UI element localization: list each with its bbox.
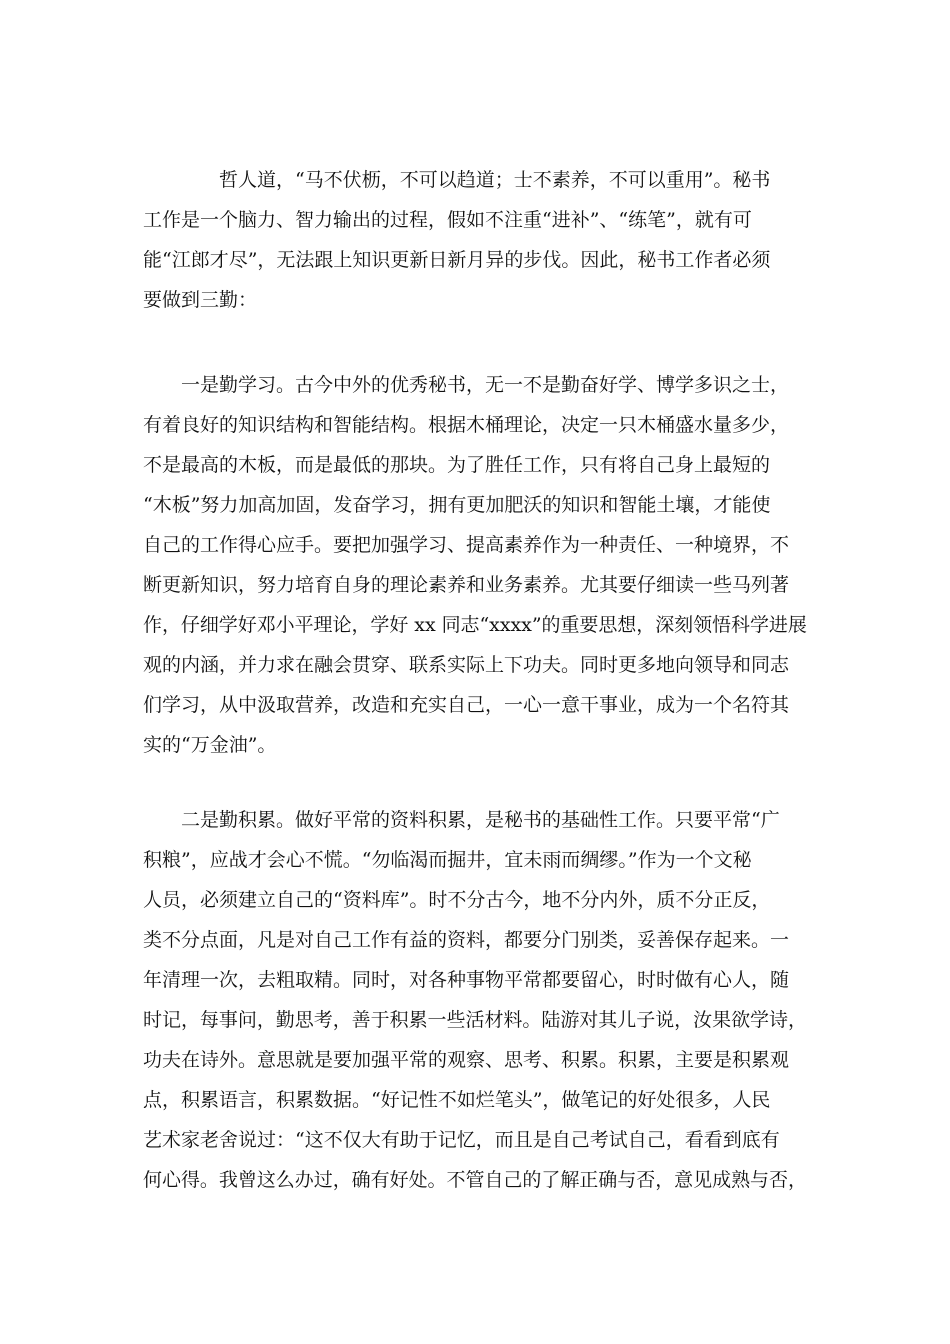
text-line: 功夫在诗外。意思就是要加强平常的观察、思考、积累。积累，主要是积累观: [143, 1049, 790, 1071]
text-line: 能“江郎才尽”，无法跟上知识更新日新月异的步伐。因此，秘书工作者必须: [143, 249, 771, 271]
text-line: 工作是一个脑力、智力输出的过程，假如不注重“进补”、“练笔”，就有可: [143, 209, 752, 231]
text-line: 积粮”，应战才会心不慌。“勿临渴而掘井，宜未雨而绸缪。”作为一个文秘: [143, 849, 752, 871]
paragraph-study: [143, 365, 807, 765]
text-line: 人员，必须建立自己的“资料库”。时不分古今，地不分内外，质不分正反，: [143, 889, 771, 911]
text-line: 断更新知识，努力培育自身的理论素养和业务素养。尤其要仔细读一些马列著: [143, 574, 790, 596]
text-line: 二是勤积累。做好平常的资料积累，是秘书的基础性工作。只要平常“广: [181, 809, 780, 831]
text-line: 要做到三勤：: [143, 289, 258, 311]
text-line: 年清理一次，去粗取精。同时，对各种事物平常都要留心，时时做有心人，随: [143, 969, 790, 991]
text-line: 一是勤学习。古今中外的优秀秘书，无一不是勤奋好学、博学多识之士，: [181, 374, 790, 396]
text-line: 点，积累语言，积累数据。“好记性不如烂笔头”，做笔记的好处很多，人民: [143, 1089, 771, 1111]
text-line: 自己的工作得心应手。要把加强学习、提高素养作为一种责任、一种境界，不: [143, 534, 790, 556]
text-line: 观的内涵，并力求在融会贯穿、联系实际上下功夫。同时更多地向领导和同志: [143, 654, 790, 676]
text-line: 哲人道，“马不伏枥，不可以趋道；士不素养，不可以重用”。秘书: [219, 169, 771, 191]
paragraph-accumulate: [143, 800, 807, 1200]
text-line: 艺术家老舍说过：“这不仅大有助于记忆，而且是自己考试自己，看看到底有: [143, 1129, 780, 1151]
text-line: 何心得。我曾这么办过，确有好处。不管自己的了解正确与否，意见成熟与否，: [143, 1169, 807, 1191]
text-line: “木板”努力加高加固，发奋学习，拥有更加肥沃的知识和智能土壤，才能使: [143, 494, 771, 516]
text-line: 不是最高的木板，而是最低的那块。为了胜任工作，只有将自己身上最短的: [143, 454, 771, 476]
text-line: 实的“万金油”。: [143, 734, 277, 756]
text-line: 类不分点面，凡是对自己工作有益的资料，都要分门别类，妥善保存起来。一: [143, 929, 790, 951]
text-line: 们学习，从中汲取营养，改造和充实自己，一心一意干事业，成为一个名符其: [143, 694, 790, 716]
paragraph-intro: [143, 160, 807, 320]
text-line: 时记，每事问，勤思考，善于积累一些活材料。陆游对其儿子说，汝果欲学诗，: [143, 1009, 807, 1031]
text-line: 有着良好的知识结构和智能结构。根据木桶理论，决定一只木桶盛水量多少，: [143, 414, 790, 436]
text-line: 作，仔细学好邓小平理论，学好 xx 同志“xxxx”的重要思想，深刻领悟科学进展: [143, 614, 807, 636]
